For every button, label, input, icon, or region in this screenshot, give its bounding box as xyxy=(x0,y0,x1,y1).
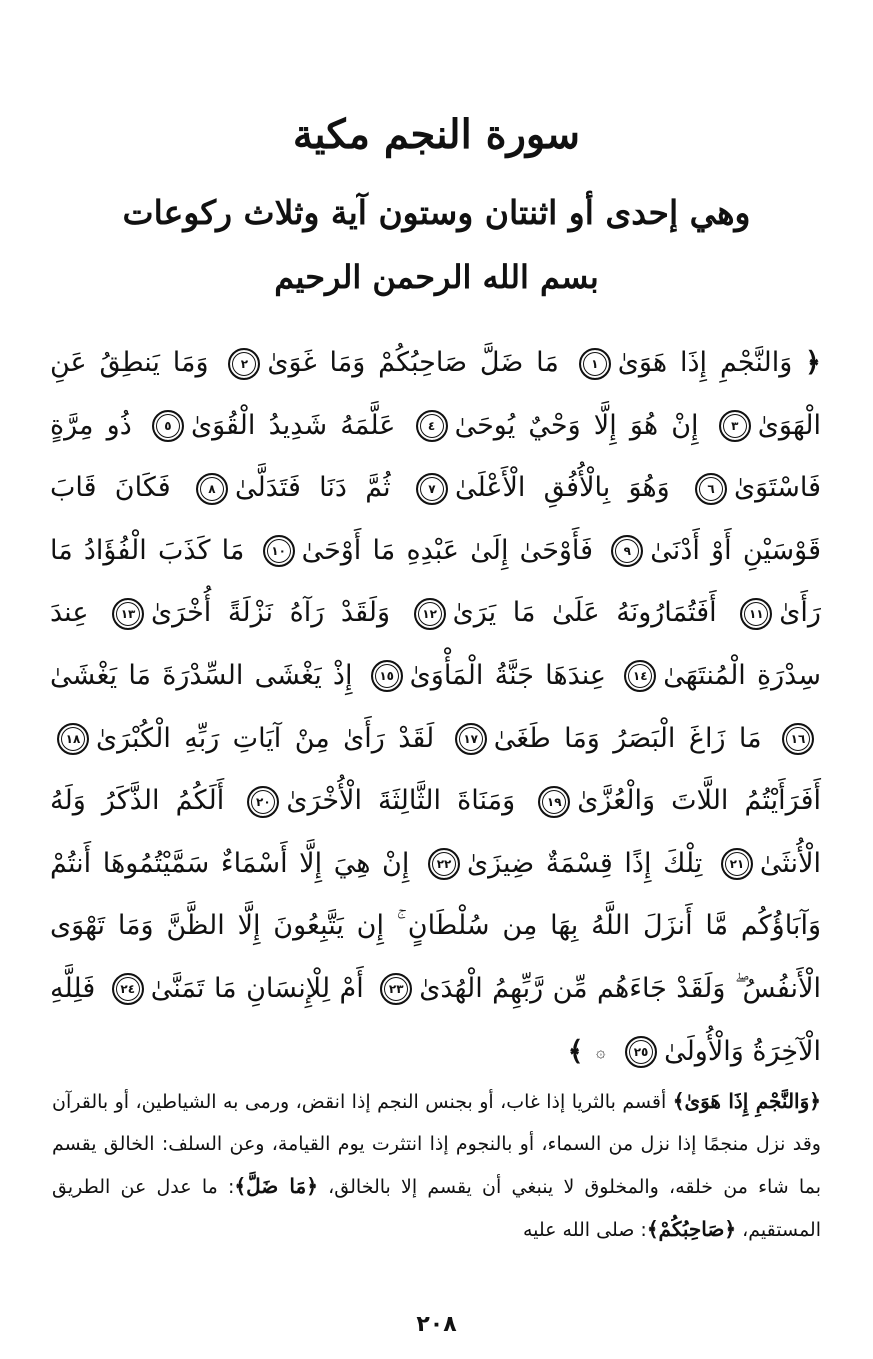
basmala: بسم الله الرحمن الرحيم xyxy=(274,258,599,296)
verse-text: أَلَكُمُ الذَّكَرُ وَلَهُ الْأُنثَىٰ xyxy=(50,785,821,879)
ayah-number-icon: ٤ xyxy=(416,410,448,442)
verse-text: إِذْ يَغْشَى السِّدْرَةَ مَا يَغْشَىٰ xyxy=(50,659,353,691)
close-bracket: ﴾ xyxy=(567,1035,584,1067)
tafsir-text xyxy=(52,1080,821,1251)
ayah-number-icon: ٢٠ xyxy=(247,786,279,818)
ayah-number-icon: ١٠ xyxy=(263,535,295,567)
open-bracket: ﴿ xyxy=(805,347,821,378)
ayah-number-icon: ٢٤ xyxy=(112,973,144,1005)
verse-text: وَالنَّجْمِ إِذَا هَوَىٰ xyxy=(617,347,793,378)
verse-text: فَلِلَّهِ الْآخِرَةُ وَالْأُولَىٰ xyxy=(50,972,821,1067)
verse-text: مَا كَذَبَ الْفُؤَادُ مَا رَأَىٰ xyxy=(50,534,821,629)
verse-text: وَمَا يَنطِقُ عَنِ الْهَوَىٰ xyxy=(50,347,822,441)
ayah-number-icon: ١٧ xyxy=(455,723,487,755)
ayah-number-icon: ٢١ xyxy=(721,848,753,880)
ayah-number-icon: ٧ xyxy=(416,473,448,505)
verse-text: عِندَ سِدْرَةِ الْمُنتَهَىٰ xyxy=(50,597,821,691)
tafsir-segment: : ما عدل عن الطريق المستقيم، xyxy=(52,1176,821,1241)
verse-text: أَفَرَأَيْتُمُ اللَّاتَ وَالْعُزَّىٰ xyxy=(577,785,821,817)
verse-text: فَكَانَ قَابَ قَوْسَيْنِ أَوْ أَدْنَىٰ xyxy=(50,472,821,566)
tafsir-segment: أقسم بالثريا إذا غاب، أو بجنس النجم إذا انقض، ورمى به الشياطين، أو بالقرآن وقد نزل منجمًا إذا نزل من السماء، أو بالنجوم إذا انتثرت يوم القيامة، وعن السلف: الخالق يقسم بما شاء من خلقه، والمخلوق لا ينبغي أن يقسم إلا بالخالق، xyxy=(52,1091,821,1198)
verse-text: فَأَوْحَىٰ إِلَىٰ عَبْدِهِ مَا أَوْحَىٰ xyxy=(301,534,594,566)
verse-text: وَهُوَ بِالْأُفُقِ الْأَعْلَىٰ xyxy=(454,472,670,504)
verse-text: مَا ضَلَّ صَاحِبُكُمْ وَمَا غَوَىٰ xyxy=(267,347,559,378)
ayah-number-icon: ٨ xyxy=(196,473,228,505)
verses-container xyxy=(50,347,821,1067)
verse-text: مَا زَاغَ الْبَصَرُ وَمَا طَغَىٰ xyxy=(493,722,762,754)
tafsir-quote: ﴿مَا ضَلَّ﴾ xyxy=(234,1174,318,1198)
verse-text: ثُمَّ دَنَا فَتَدَلَّىٰ xyxy=(234,472,391,504)
ayah-number-icon: ١٣ xyxy=(112,598,144,630)
ayah-number-icon: ١٦ xyxy=(782,723,814,755)
ayah-number-icon: ٢٢ xyxy=(428,848,460,880)
ayah-number-icon: ١٥ xyxy=(371,660,403,692)
verse-text: أَمْ لِلْإِنسَانِ مَا تَمَنَّىٰ xyxy=(150,972,364,1004)
ayah-number-icon: ١٢ xyxy=(414,598,446,630)
page-number: ٢٠٨ xyxy=(416,1312,457,1337)
surah-title: سورة النجم مكية xyxy=(292,111,581,158)
verse-text: وَلَقَدْ رَآهُ نَزْلَةً أُخْرَىٰ xyxy=(151,597,390,629)
ayah-number-icon: ١٩ xyxy=(538,786,570,818)
verse-text: وَمَنَاةَ الثَّالِثَةَ الْأُخْرَىٰ xyxy=(286,785,516,817)
ayah-number-icon: ١ xyxy=(579,348,611,380)
star-icon: ۞ xyxy=(596,1041,606,1061)
verse-text: تِلْكَ إِذًا قِسْمَةٌ ضِيزَىٰ xyxy=(467,847,703,879)
tafsir-segment: : صلى الله عليه xyxy=(522,1219,647,1241)
ayah-number-icon: ١١ xyxy=(740,598,772,630)
surah-subtitle: وهي إحدى أو اثنتان وستون آية وثلاث ركوعات xyxy=(122,193,751,232)
tafsir-quote: ﴿صَاحِبُكُمْ﴾ xyxy=(646,1217,737,1241)
verse-text: عَلَّمَهُ شَدِيدُ الْقُوَىٰ xyxy=(190,409,396,441)
ayah-number-icon: ٦ xyxy=(695,473,727,505)
verse-text: إِنْ هِيَ إِلَّا أَسْمَاءٌ سَمَّيْتُمُوهَا أَنتُمْ وَآبَاؤُكُم مَّا أَنزَلَ اللَّهُ بِهَا مِن سُلْطَانٍ ۚ إِن يَتَّبِعُونَ إِلَّا الظَّنَّ وَمَا تَهْوَى الْأَنفُسُ ۖ وَلَقَدْ جَاءَهُم مِّن رَّبِّهِمُ الْهُدَىٰ xyxy=(50,847,821,1004)
ayah-number-icon: ٥ xyxy=(152,410,184,442)
verse-text: عِندَهَا جَنَّةُ الْمَأْوَىٰ xyxy=(409,659,607,691)
ayah-number-icon: ٢٣ xyxy=(380,973,412,1005)
quran-text xyxy=(50,332,821,1083)
ayah-number-icon: ١٨ xyxy=(57,723,89,755)
verse-text: أَفَتُمَارُونَهُ عَلَىٰ مَا يَرَىٰ xyxy=(452,597,717,629)
tafsir-quote: ﴿وَالنَّجْمِ إِذَا هَوَىٰ﴾ xyxy=(672,1089,821,1113)
verse-text: ذُو مِرَّةٍ فَاسْتَوَىٰ xyxy=(50,409,821,504)
ayah-number-icon: ٢ xyxy=(228,348,260,380)
verse-text: إِنْ هُوَ إِلَّا وَحْيٌ يُوحَىٰ xyxy=(454,409,699,441)
ayah-number-icon: ١٤ xyxy=(624,660,656,692)
ayah-number-icon: ٩ xyxy=(611,535,643,567)
verse-text: لَقَدْ رَأَىٰ مِنْ آيَاتِ رَبِّهِ الْكُبْرَىٰ xyxy=(96,722,435,754)
ayah-number-icon: ٢٥ xyxy=(625,1036,657,1068)
ayah-number-icon: ٣ xyxy=(719,410,751,442)
